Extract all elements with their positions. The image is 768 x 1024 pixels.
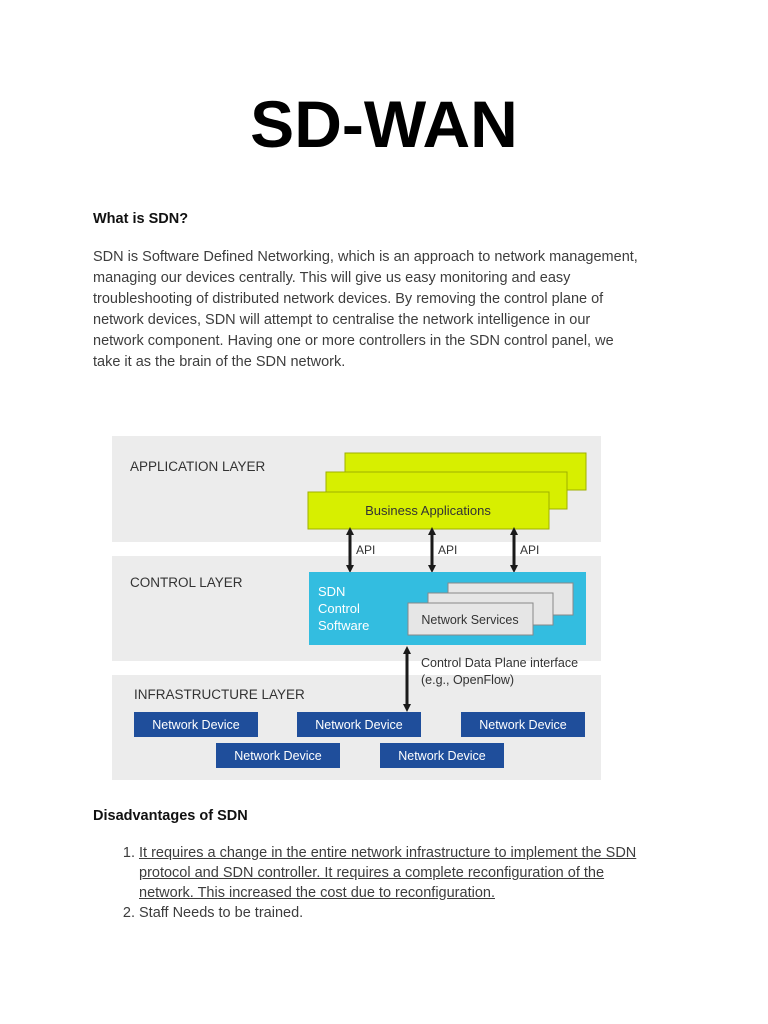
paragraph-line: managing our devices centrally. This will give us easy monitoring and easy [93,270,571,286]
api-label: API [438,543,458,557]
network-device-label: Network Device [398,749,486,763]
paragraph-line: network devices, SDN will attempt to centralise the network intelligence in our [93,312,591,328]
application-layer-label: APPLICATION LAYER [130,459,266,474]
list-item-line: protocol and SDN controller. It requires a complete reconfiguration of the [139,865,605,881]
network-device-label: Network Device [315,718,403,732]
list-item-line: 1. It requires a change in the entire network infrastructure to implement the SDN [139,845,637,861]
business-applications-label: Business Applications [365,503,491,518]
api-label: API [520,543,540,557]
paragraph-line: take it as the brain of the SDN network. [93,354,346,370]
list-item-line: 2. Staff Needs to be trained. [139,905,304,921]
disadvantages-list [93,843,739,923]
list-item-line: network. This increased the cost due to reconfiguration. [139,885,495,901]
control-data-plane-interface-label: Control Data Plane interface (e.g., OpenFlow) [421,656,579,687]
network-device-label: Network Device [234,749,322,763]
network-services-label: Network Services [421,613,519,627]
sdn-control-software-label: SDN Control Software [318,584,370,633]
sdn-architecture-diagram [112,436,602,782]
section-heading-what-is-sdn: What is SDN? [93,211,189,227]
list-item [139,903,739,923]
sdn-description-paragraph [93,247,693,373]
api-label: API [356,543,376,557]
paragraph-line: network component. Having one or more controllers in the SDN control panel, we [93,333,614,349]
page-title: SD-WAN [250,87,518,161]
section-heading-disadvantages: Disadvantages of SDN [93,808,248,824]
network-device-label: Network Device [152,718,240,732]
network-device-label: Network Device [479,718,567,732]
paragraph-line: SDN is Software Defined Networking, which is an approach to network management, [93,249,638,265]
list-item [139,843,739,903]
paragraph-line: troubleshooting of distributed network devices. By removing the control plane of [93,291,604,307]
infrastructure-layer-label: INFRASTRUCTURE LAYER [134,687,305,702]
control-layer-label: CONTROL LAYER [130,575,243,590]
